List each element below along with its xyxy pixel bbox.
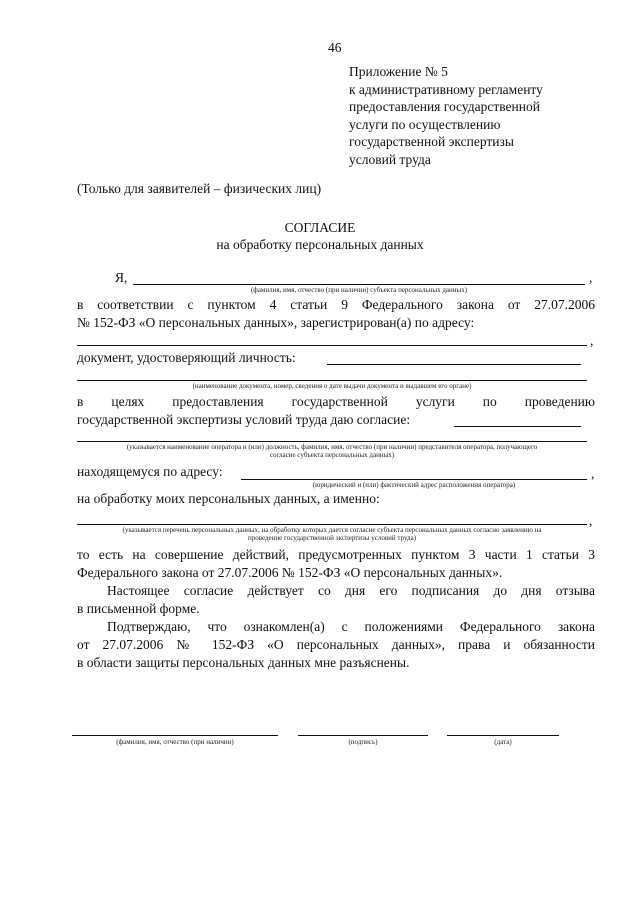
appendix-line: Приложение № 5 [349,64,448,79]
applicant-note: (Только для заявителей – физических лиц) [77,181,322,196]
processing-label: на обработку моих персональных данных, а именно: [77,491,380,506]
personal-data-list-field[interactable] [77,524,587,525]
actions-line-1: то есть на совершение действий, предусмотренных пунктом 3 части 1 статьи 3 [77,547,595,562]
i-label: Я, [115,270,128,285]
purpose-line-2: государственной экспертизы условий труда даю согласие: [77,412,411,427]
comma: , [589,270,593,285]
appendix-line: условий труда [349,151,431,167]
appendix-line: услуги по осуществлению [349,116,501,132]
caption-operator-2: согласие субъекта персональных данных) [269,451,395,459]
confirm-line-3: в области защиты персональных данных мне разъяснены. [77,655,410,670]
appendix-block [349,63,543,168]
law-line-1: в соответствии с пунктом 4 статьи 9 Федерального закона от 27.07.2006 [77,297,595,312]
actions-line-2: Федерального закона от 27.07.2006 № 152-ФЗ «О персональных данных». [77,565,503,580]
comma: , [591,466,595,481]
document-subtitle: на обработку персональных данных [216,237,424,252]
document-title: СОГЛАСИЕ [284,220,356,235]
caption-list-2: проведение государственной экспертизы условий труда) [247,534,417,542]
date-field[interactable] [447,735,559,736]
consent-operator-field[interactable] [454,426,581,427]
signature-field[interactable] [298,735,428,736]
caption-list-1: (указывается перечень персональных данных, на обработку которых дается согласие субъекта персональных данных согласно заявлению на [122,526,542,534]
id-doc-field[interactable] [327,364,581,365]
comma: , [590,333,594,348]
signature-fio-field[interactable] [72,735,278,736]
validity-line-1: Настоящее согласие действует со дня его подписания до дня отзыва [107,583,595,598]
appendix-line: предоставления государственной [349,99,540,114]
confirm-line-1: Подтверждаю, что ознакомлен(а) с положениями Федерального закона [107,619,595,634]
address-field[interactable] [77,345,587,346]
located-label: находящемуся по адресу: [77,464,223,479]
fio-subject-field[interactable] [133,284,585,285]
caption-fio-subject: (фамилия, имя, отчество (при наличии) субъекта персональных данных) [250,286,468,294]
caption-address: (юридический и (или) фактический адрес расположения оператора) [312,481,516,489]
appendix-line: к административному регламенту [349,81,543,97]
caption-date: (дата) [494,738,512,746]
caption-signature: (подпись) [348,738,378,746]
id-doc-label: документ, удостоверяющий личность: [77,350,296,365]
purpose-line-1: в целях предоставления государственной услуги по проведению [77,394,595,409]
caption-signature-fio: (фамилия, имя, отчество (при наличии) [116,738,234,746]
id-doc-field-2[interactable] [77,380,587,381]
appendix-line: государственной экспертизы [349,134,514,149]
confirm-line-2: от 27.07.2006 № 152-ФЗ «О персональных данных», права и обязанности [77,637,595,652]
caption-operator-1: (указывается наименование оператора и (или) должность, фамилия, имя, отчество (при наличии) представителя оператора, получающего [126,443,538,451]
page-number: 46 [328,40,342,55]
comma: , [589,513,593,528]
operator-field[interactable] [77,441,587,442]
validity-line-2: в письменной форме. [77,601,200,616]
caption-id-doc: (наименование документа, номер, сведения о дате выдачи документа и выдавшем его органе) [192,382,472,390]
law-line-2: № 152-ФЗ «О персональных данных», зарегистрирован(а) по адресу: [77,315,475,330]
operator-address-field[interactable] [241,479,587,480]
